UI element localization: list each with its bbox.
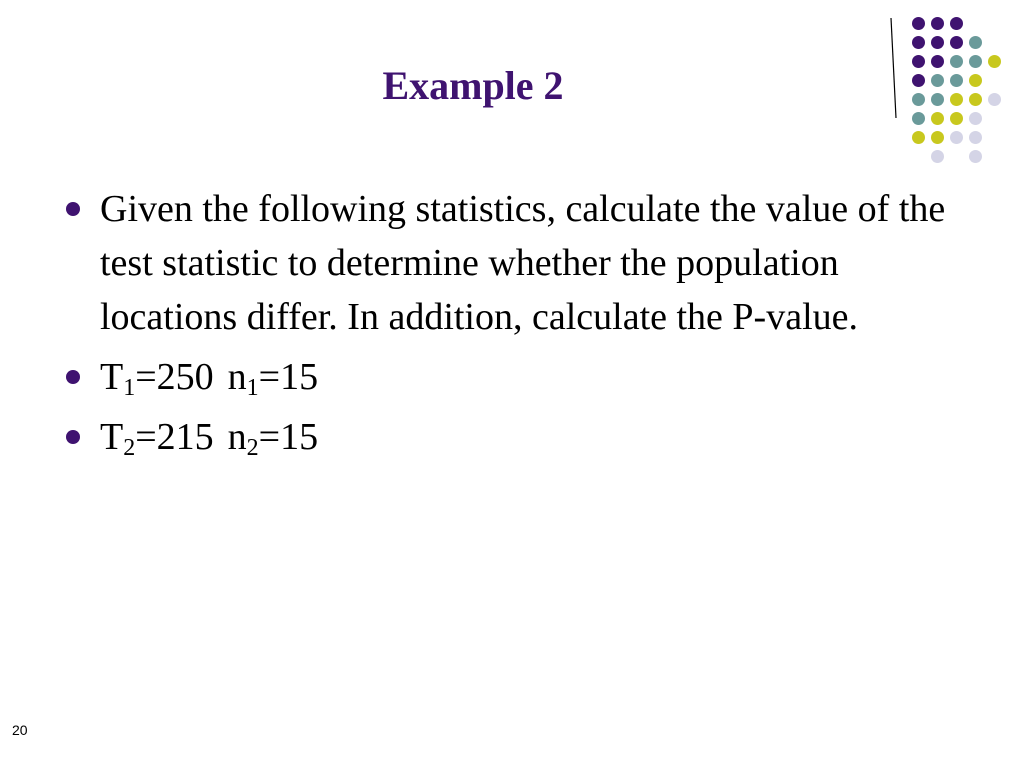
- t2-subscript: 2: [123, 435, 136, 461]
- bullet-dot-icon: [66, 370, 80, 384]
- t1-subscript: 1: [123, 375, 136, 401]
- decorative-dot: [950, 131, 963, 144]
- decorative-dot: [969, 150, 982, 163]
- decorative-dot: [988, 93, 1001, 106]
- decorative-dot: [950, 112, 963, 125]
- decorative-dot: [950, 36, 963, 49]
- t1-label: T: [100, 356, 124, 398]
- t2-label: T: [100, 416, 124, 458]
- decorative-dot: [931, 131, 944, 144]
- decorative-dot: [931, 112, 944, 125]
- decorative-dot: [931, 17, 944, 30]
- decorative-dot: [969, 36, 982, 49]
- bullet-dot-icon: [66, 202, 80, 216]
- decorative-dot: [969, 112, 982, 125]
- decorative-dot: [969, 131, 982, 144]
- n1-label: n: [227, 356, 247, 398]
- decorative-dot: [931, 150, 944, 163]
- n2-subscript: 2: [246, 435, 259, 461]
- t1-value: =250: [135, 356, 214, 398]
- decorative-dot: [912, 36, 925, 49]
- decorative-dot: [950, 93, 963, 106]
- decorative-dot: [912, 131, 925, 144]
- decorative-dot: [950, 74, 963, 87]
- decorative-dot: [969, 55, 982, 68]
- decorative-dot: [969, 74, 982, 87]
- bullet-text: Given the following statistics, calculate the value of the test statistic to determine whether the population locations differ. In addition, calculate the P-value.: [100, 188, 946, 338]
- decorative-dot: [988, 55, 1001, 68]
- n2-label: n: [227, 416, 247, 458]
- decorative-dot: [912, 112, 925, 125]
- slide-number: 20: [12, 722, 28, 738]
- decorative-dot: [969, 93, 982, 106]
- slide-title: Example 2: [382, 63, 564, 108]
- t2-value: =215: [135, 416, 214, 458]
- decorative-dot: [912, 17, 925, 30]
- n1-subscript: 1: [246, 375, 259, 401]
- n2-value: =15: [258, 416, 319, 458]
- decorative-dot: [931, 36, 944, 49]
- bullet-item-question: [62, 182, 962, 344]
- bullet-item-sample-1: [62, 350, 962, 404]
- bullet-item-sample-2: [62, 410, 962, 464]
- decorative-dot: [950, 55, 963, 68]
- decorative-dot: [950, 17, 963, 30]
- n1-value: =15: [258, 356, 319, 398]
- bullet-list: [62, 182, 962, 464]
- bullet-dot-icon: [66, 430, 80, 444]
